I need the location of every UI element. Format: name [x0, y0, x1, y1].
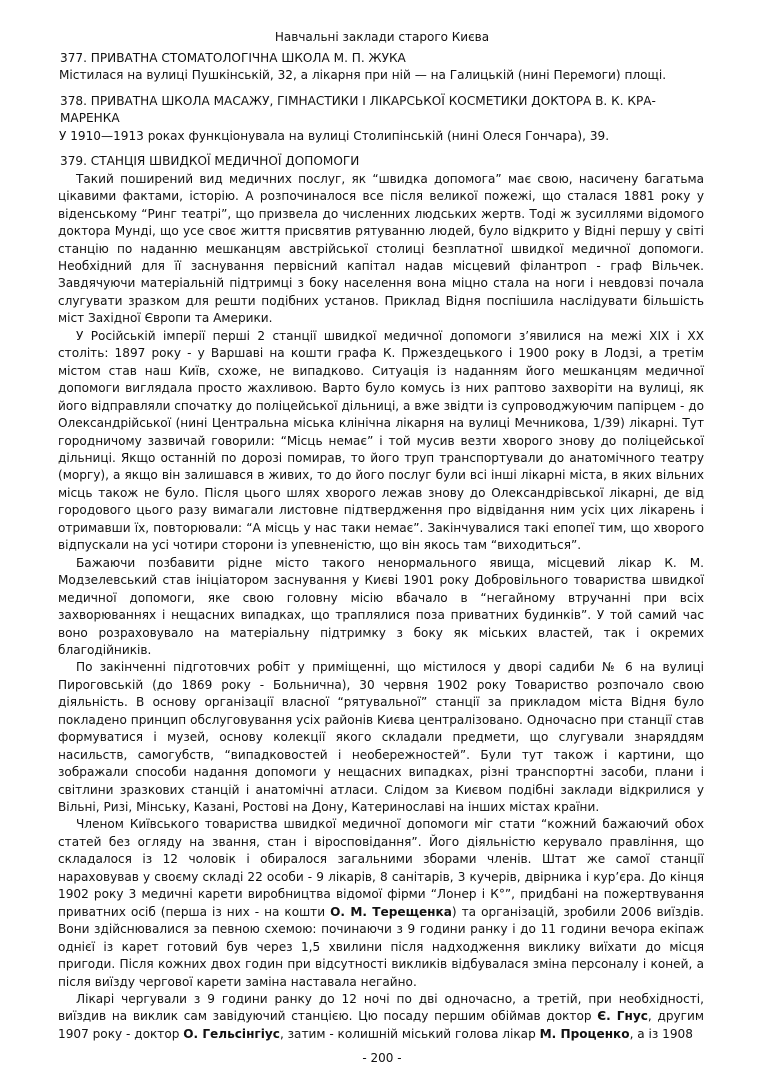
entry-379 [58, 153, 704, 170]
entry-377 [58, 50, 704, 85]
person-name-bold: М. Проценко [539, 1026, 630, 1041]
text-run: ) та організацій, зробили 2006 виїздів. Вони здійснювалися за певною схемою: починаючи з 9 години ранку і до 11 години вечора екіпаж однієї із карет готовий був через 1,5 хвилини після надходження виклику виїхати до місця пригоди. Після кожних двох годин при відсутності викликів відбувалася зміна персоналу і коней, а після виїзду чергової карети заміна наставала негайно. [58, 904, 704, 989]
body-paragraph: Бажаючи позбавити рідне місто такого ненормального явища, місцевий лікар К. М. Модзелевський став ініціатором заснування у Києві 1901 року Добровільного товариства швидкої медичної допомоги, яке свою головну місію вбачало в “негайному втручанні при всіх захворюваннях і нещасних випадках, що траплялися поза приватних будинків”. У той самий час воно розраховувало на матеріальну підтримку з боку як міських властей, так і окремих благодійників. [58, 555, 704, 657]
person-name-bold: О. Гельсінгіус [183, 1026, 280, 1041]
entry-title: 379. СТАНЦІЯ ШВИДКОЇ МЕДИЧНОЇ ДОПОМОГИ [60, 154, 360, 169]
person-name-bold: Є. Гнус [597, 1009, 648, 1024]
entry-378 [58, 93, 704, 145]
text-run: , затим - колишній міський голова лікар [279, 1026, 540, 1041]
text-run: Членом Київського товариства швидкої медичної допомоги міг стати “кожний бажаючий обох статей без огляду на звання, стан і віросповідання”. Його діяльністю керувало правління, що складалося із 12 чоловік і обиралося загальними зборами членів. Штат же самої станції нараховував у своєму складі 22 особи - 9 лікарів, 8 санітарів, 3 кучерів, двірника і кур’єра. До кінця 1902 року 3 медичні карети виробництва відомої фірми “Лонер і К°”, придбані на пожертвування приватних осіб (перша із них - на кошти [58, 817, 704, 919]
body-paragraph [58, 816, 704, 991]
page-content [58, 50, 704, 1043]
entry-text: Містилася на вулиці Пушкінській, 32, а лікарня при ній — на Галицькій (нині Перемоги) площі. [59, 68, 667, 83]
body-paragraph: По закінченні підготовчих робіт у приміщенні, що містилося у дворі садиби № 6 на вулиці Пироговській (до 1869 року - Больнична), 30 червня 1902 року Товариство розпочало свою діяльність. В основу організації власної “рятувальної” станції за прикладом міста Відня було покладено принцип обслуговування усіх районів Києва централізовано. Одночасно при станції став формуватися і музей, основу колекції якого складали предмети, що слугували знаряддям насильств, самогубств, “випадковостей і необережностей”. Були тут також і картини, що зображали способи надання допомоги у нещасних випадках, різні транспортні засоби, плани і світлини зразкових станцій і анатомічні атласи. Слідом за Києвом подібні заклади відкрилися у Вільні, Ризі, Мінську, Казані, Ростові на Дону, Катеринославі на інших містах країни. [58, 660, 704, 815]
page-number: - 200 - [362, 1051, 402, 1065]
entry-title: 378. ПРИВАТНА ШКОЛА МАСАЖУ, ГІМНАСТИКИ І ЛІКАРСЬКОЇ КОСМЕТИКИ ДОКТОРА В. К. КРА-МАРЕНКА [60, 93, 656, 126]
text-run: , а із 1908 [629, 1026, 693, 1041]
running-header: Навчальні заклади старого Києва [274, 30, 490, 44]
body-paragraph: У Російській імперії перші 2 станції швидкої медичної допомоги з’явилися на межі XIX і XX століть: 1897 року - у Варшаві на кошти графа К. Пржездецького і 1900 року в Лодзі, а третім містом став наш Київ, схоже, не випадково. Ситуація із наданням його мешканцям медичної допомоги виглядала просто жахливою. Варто було комусь із них раптово захворіти на вулиці, як його відправляли спочатку до поліцейської дільниці, а вже звідти із супроводжуючим папірцем - до Олександрійської (нині Центральна міська клінічна лікарня на вулиці Мечникова, 1/39) лікарні. Тут городничому зазвичай говорили: “Місць немає” і той мусив везти хворого знову до поліцейської дільниці. Якщо останній по дорозі помирав, то його труп транспортували до анатомічного театру (моргу), а якщо він залишався в живих, то до його послуг були всі інші лікарні міста, в яких вільних місць також не було. Після цього шлях хворого лежав знову до Олександрівської лікарні, де від городового цього разу вимагали листовне підтвердження про відвідання ним усіх цих лікарень і отримавши їх, повторювали: “А місць у нас таки немає”. Закінчувалися такі епопеї тим, що хворого відпускали на усі чотири сторони із упевненістю, що він якось там “виходиться”. [58, 328, 704, 553]
person-name-bold: О. М. Терещенка [330, 904, 452, 919]
entry-title: 377. ПРИВАТНА СТОМАТОЛОГІЧНА ШКОЛА М. П. ЖУКА [60, 51, 406, 65]
body-paragraph [58, 991, 704, 1043]
body-paragraph: Такий поширений вид медичних послуг, як “швидка допомога” має свою, насичену багатьма цікавими фактами, історію. А розпочиналося все після великої пожежі, що сталася 1881 року у віденському “Ринг театрі”, що призвела до численних людських жертв. Тоді ж зусиллями відомого доктора Мунді, що усе своє життя присвятив рятуванню людей, було відкрито у Відні першу у світі станцію по наданню мешканцям австрійської столиці безплатної швидкої медичної допомоги. Необхідний для її заснування первісний капітал надав місцевий філантроп - граф Вільчек. Завдячуючи матеріальній підтримці з боку населення вона міцно стала на ноги і невдовзі почала слугувати зразком для решти подібних установ. Приклад Відня поспішила наслідувати більшість міст Західної Європи та Америки. [58, 171, 704, 326]
entry-text: У 1910—1913 роках функціонувала на вулиці Столипінській (нині Олеся Гончара), 39. [59, 128, 610, 143]
text-run: , другим 1907 року - доктор [58, 1009, 704, 1041]
text-run: Лікарі чергували з 9 години ранку до 12 ночі по дві одночасно, а третій, при необхідності, виїздив на виклик сам завідуючий станцією. Цю посаду першим обіймав доктор [58, 992, 704, 1024]
